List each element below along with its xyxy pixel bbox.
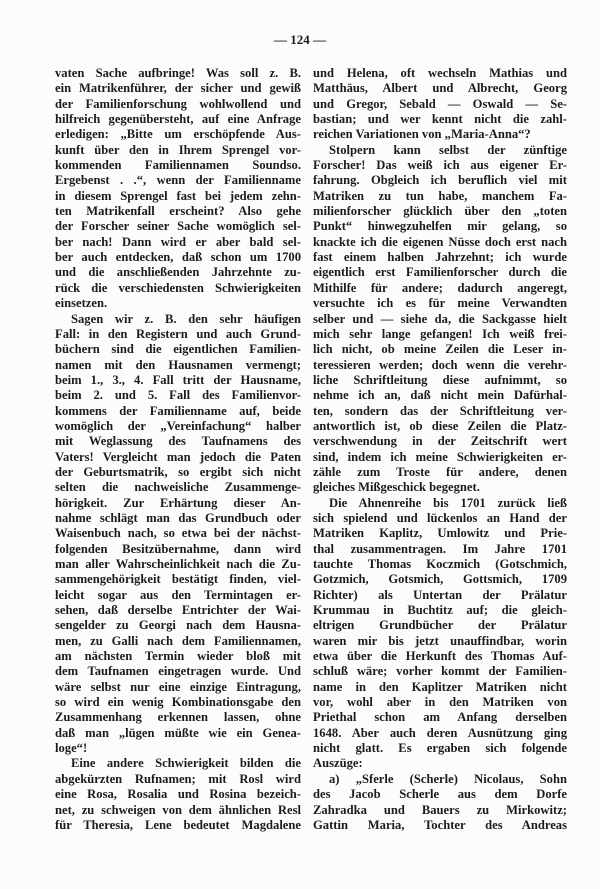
- text-line: leicht sogar aus den Termintagen er-: [55, 587, 301, 602]
- text-line: abgekürzten Rufnamen; mit Rosl wird: [55, 771, 301, 786]
- text-line: sich spielend und lückenlos an Hand der: [313, 510, 567, 525]
- text-line: hilfreich gegenübersteht, auf eine Anfrage: [55, 112, 301, 127]
- text-line: nicht glatt. Es ergaben sich folgende: [313, 741, 567, 756]
- text-line: loge“!: [55, 741, 88, 756]
- text-line: teressieren werden; doch wenn die verehr-: [313, 357, 567, 372]
- text-line: ten, sondern das der Schriftleitung ver-: [313, 403, 567, 418]
- text-line: Eine andere Schwierigkeit bilden die: [71, 756, 301, 771]
- text-line: vor, wohl aber in den Matriken von: [313, 695, 567, 710]
- text-line: und die anschließenden Jahrzehnte zu-: [55, 265, 301, 280]
- text-line: dem Taufnamen eingetragen wurde. Und: [55, 664, 301, 679]
- text-line: zähle zum Troste für andere, denen: [313, 464, 567, 479]
- text-line: sengelder zu Georgi nach dem Hausna-: [55, 618, 301, 633]
- text-line: erledigen: „Bitte um erschöpfende Aus-: [55, 127, 301, 142]
- text-line: Ergebenst . .“, wenn der Familienname: [55, 173, 301, 188]
- text-line: folgenden Besitzübernahme, dann wird: [55, 541, 301, 556]
- text-line: sammengehörigkeit bestätigt finden, viel-: [55, 572, 301, 587]
- text-line: ber nach! Dann wird er aber bald sel-: [55, 234, 301, 249]
- text-line: der Geburtsmatrik, so ergibt sich nicht: [55, 464, 301, 479]
- text-line: Priethal schon am Anfang derselben: [313, 710, 567, 725]
- text-line: etwa über die Herkunft des Thomas Auf-: [313, 649, 567, 664]
- text-line: Stolpern kann selbst der zünftige: [329, 142, 567, 157]
- text-line: Forscher! Das weiß ich aus eigener Er-: [313, 158, 567, 173]
- text-line: kommens der Familienname auf, beide: [55, 403, 301, 418]
- paragraph: [313, 496, 567, 772]
- text-line: büchern sind die eigentlichen Familien-: [55, 342, 301, 357]
- text-line: Die Ahnenreihe bis 1701 zurück ließ: [329, 495, 567, 510]
- text-line: Zahradka und Bauers zu Mirkowitz;: [313, 802, 567, 817]
- text-line: ten Matrikenfall erscheint? Also gehe: [55, 204, 301, 219]
- text-line: in diesem Sprengel fast bei jedem zehn-: [55, 188, 301, 203]
- text-line: womöglich der „Vereinfachung“ halber: [55, 418, 301, 433]
- text-line: einsetzen.: [55, 296, 108, 311]
- text-line: Waisenbuch nach, so etwa bei der nächst-: [55, 526, 301, 541]
- text-line: name in den Kaplitzer Matriken nicht: [313, 679, 567, 694]
- text-line: milienforscher glücklich über den „toten: [313, 204, 567, 219]
- text-line: der Forscher seiner Sache womöglich sel-: [55, 219, 301, 234]
- text-line: Fall: in den Registern und auch Grund-: [55, 326, 301, 341]
- text-line: der Familienforschung wohlwollend und: [55, 96, 301, 111]
- text-line: mit Weglassung des Taufnamens des: [55, 434, 301, 449]
- text-line: eigentlich erst Familienforscher durch die: [313, 265, 567, 280]
- text-line: ber auch entdecken, daß schon um 1700: [55, 250, 301, 265]
- text-line: fast einem halben Jahrzehnt; ich wurde: [313, 250, 567, 265]
- text-line: rück die verschiedensten Schwierigkeiten: [55, 280, 301, 295]
- right-column: [313, 66, 567, 833]
- left-column: [55, 66, 301, 833]
- text-line: Vaters! Vergleicht man jedoch die Paten: [55, 449, 301, 464]
- text-line: Matthäus, Albert und Albrecht, Georg: [313, 81, 567, 96]
- text-line: Gotzmich, Gotsmich, Gottsmich, 1709: [313, 572, 567, 587]
- text-line: und Helena, oft wechseln Mathias und: [313, 66, 567, 80]
- text-line: thal zusammentragen. Im Jahre 1701: [313, 541, 567, 556]
- text-line: daß man „lügen müßte wie ein Genea-: [55, 725, 301, 740]
- text-line: schluß wäre; vorher kommt der Familien-: [313, 664, 567, 679]
- text-line: bastian; und wer kennt nicht die zahl-: [313, 112, 567, 127]
- text-line: fahrung. Obgleich ich beruflich viel mit: [313, 173, 567, 188]
- text-line: Matriken Kaplitz, Umlowitz und Prie-: [313, 526, 567, 541]
- text-line: Richter) als Untertan der Prälatur: [313, 587, 567, 602]
- text-line: beim 1., 3., 4. Fall tritt der Hausname,: [55, 372, 301, 387]
- text-line: Mithilfe für andere; dadurch angeregt,: [313, 280, 567, 295]
- text-line: für Theresia, Lene bedeutet Magdalene: [55, 817, 301, 832]
- text-line: kommenden Familiennamen Soundso.: [55, 158, 301, 173]
- page-number: — 124 —: [274, 32, 326, 47]
- text-line: sind, indem ich meine Schwierigkeiten er-: [313, 449, 567, 464]
- text-line: a) „Sferle (Scherle) Nicolaus, Sohn: [329, 771, 567, 786]
- text-line: verschwendung in der Zeitschrift wert: [313, 434, 567, 449]
- text-line: men, zu Galli nach dem Familiennamen,: [55, 633, 301, 648]
- text-line: sehen, daß derselbe Entrichter der Wai-: [55, 603, 301, 618]
- text-line: versuchte ich es für meine Verwandten: [313, 296, 567, 311]
- text-line: knackte ich die eigenen Nüsse doch erst nach: [313, 234, 567, 249]
- paragraph: [313, 143, 567, 496]
- text-line: Auszüge:: [313, 756, 363, 771]
- paragraph: [55, 312, 301, 757]
- text-line: eine Rosa, Rosalia und Rosina bezeich-: [55, 787, 301, 802]
- text-line: Matriken zu tun habe, manchem Fa-: [313, 188, 567, 203]
- text-line: am nächsten Termin wieder bloß mit: [55, 649, 301, 664]
- text-line: Punkt“ hinwegzuhelfen mir gelang, so: [313, 219, 567, 234]
- text-line: nahme schlägt man das Grundbuch oder: [55, 510, 301, 525]
- paragraph: [55, 66, 301, 312]
- text-line: wäre selbst nur eine einzige Eintragung,: [55, 679, 301, 694]
- text-line: vaten Sache aufbringe! Was soll z. B.: [55, 66, 301, 80]
- paragraph: [55, 756, 301, 833]
- text-line: liche Schriftleitung diese aufnimmt, so: [313, 372, 567, 387]
- text-line: lich nicht, ob meine Zeilen die Leser in-: [313, 342, 567, 357]
- paragraph: [313, 772, 567, 833]
- text-line: man aller Wahrscheinlichkeit nach die Zu-: [55, 557, 301, 571]
- text-line: gleiches Mißgeschick begegnet.: [313, 480, 480, 495]
- text-line: des Jacob Scherle aus dem Dorfe: [313, 787, 567, 802]
- text-line: waren mir bis jetzt unauffindbar, worin: [313, 633, 567, 648]
- text-line: nehme ich an, daß nicht mein Dafürhal-: [313, 388, 567, 403]
- text-line: reichen Variationen von „Maria-Anna“?: [313, 127, 531, 142]
- text-line: tauchte Thomas Koczmich (Gotschmich,: [313, 557, 567, 571]
- text-line: Krummau in Buchtitz auf; die gleich-: [313, 603, 567, 618]
- text-line: net, zu schweigen von dem ähnlichen Resl: [55, 802, 301, 817]
- text-line: beim 2. und 5. Fall des Familienvor-: [55, 388, 301, 403]
- text-line: selber und — siehe da, die Sackgasse hielt: [313, 311, 567, 326]
- text-line: kunft über den in Ihrem Sprengel vor-: [55, 142, 301, 157]
- text-line: so wird ein wenig Kombinationsgabe den: [55, 695, 301, 710]
- text-line: Sagen wir z. B. den sehr häufigen: [71, 311, 301, 326]
- text-line: eltrigen Grundbücher der Prälatur: [313, 618, 567, 633]
- text-line: selten die nachweisliche Zusammenge-: [55, 480, 301, 495]
- paragraph: [313, 66, 567, 143]
- text-line: und Gregor, Sebald — Oswald — Se-: [313, 96, 567, 111]
- text-line: mich sehr lange gefangen! Ich weiß frei-: [313, 326, 567, 341]
- text-line: namen mit den Hausnamen vermengt;: [55, 357, 301, 372]
- text-line: antwortlich ist, ob diese Zeilen die Platz-: [313, 418, 567, 433]
- text-line: hörigkeit. Zur Erhärtung dieser An-: [55, 495, 301, 510]
- text-line: ein Matrikenführer, der sicher und gewiß: [55, 81, 301, 96]
- text-line: Zusammenhang erkennen lassen, ohne: [55, 710, 301, 725]
- text-line: Gattin Maria, Tochter des Andreas: [313, 817, 567, 832]
- text-line: 1648. Aber auch deren Ausnützung ging: [313, 725, 567, 740]
